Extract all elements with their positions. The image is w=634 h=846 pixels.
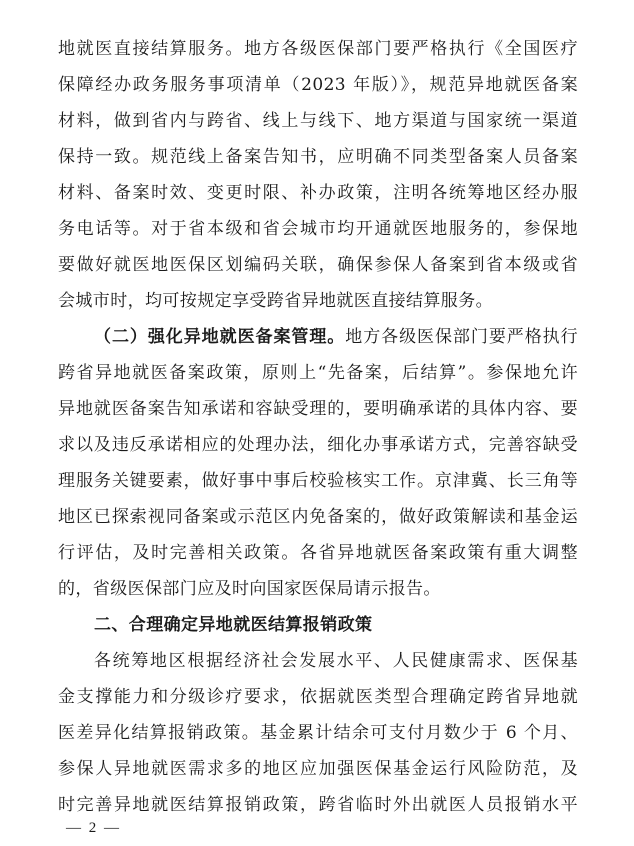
paragraph2-line: 理服务关键要素，做好事中事后校验核实工作。京津冀、长三角等 — [58, 471, 578, 491]
paragraph3-line: 参保人异地就医需求多的地区应加强医保基金运行风险防范，及 — [58, 759, 578, 779]
paragraph1-line: 地就医直接结算服务。地方各级医保部门要严格执行《全国医疗 — [58, 39, 578, 59]
paragraph2-line: 异地就医备案告知承诺和容缺受理的，要明确承诺的具体内容、要 — [58, 399, 578, 419]
paragraph3-line: 金支撑能力和分级诊疗要求，依据就医类型合理确定跨省异地就 — [58, 687, 578, 707]
paragraph1-line: 材料，做到省内与跨省、线上与线下、地方渠道与国家统一渠道 — [58, 111, 578, 131]
paragraph1-line: 会城市时，均可按规定享受跨省异地就医直接结算服务。 — [58, 291, 493, 311]
paragraph3-line: 各统筹地区根据经济社会发展水平、人民健康需求、医保基 — [94, 651, 578, 671]
paragraph2-line: 求以及违反承诺相应的处理办法，细化办事承诺方式，完善容缺受 — [58, 435, 578, 455]
paragraph1-line: 保障经办政务服务事项清单（2023 年版）》，规范异地就医备案 — [58, 75, 578, 95]
section-heading: 二、合理确定异地就医结算报销政策 — [94, 615, 373, 635]
subsection-heading: （二）强化异地就医备案管理。 — [94, 327, 346, 347]
paragraph2-line: 的，省级医保部门应及时向国家医保局请示报告。 — [58, 579, 441, 599]
paragraph2-line: 地区已探索视同备案或示范区内免备案的，做好政策解读和基金运 — [58, 507, 578, 527]
paragraph1-line: 材料、备案时效、变更时限、补办政策，注明各统筹地区经办服 — [58, 183, 578, 203]
paragraph2-first-line — [94, 326, 578, 348]
paragraph1-line: 保持一致。规范线上备案告知书，应明确不同类型备案人员备案 — [58, 147, 578, 167]
paragraph2-line: 跨省异地就医备案政策，原则上“先备案，后结算”。参保地允许 — [58, 363, 578, 383]
paragraph1-line: 务电话等。对于省本级和省会城市均开通就医地服务的，参保地 — [58, 219, 578, 239]
paragraph2-text: 地方各级医保部门要严格执行 — [345, 327, 578, 347]
paragraph3-line: 医差异化结算报销政策。基金累计结余可支付月数少于 6 个月、 — [58, 723, 578, 743]
paragraph2-line: 行评估，及时完善相关政策。各省异地就医备案政策有重大调整 — [58, 543, 578, 563]
paragraph1-line: 要做好就医地医保区划编码关联，确保参保人备案到省本级或省 — [58, 255, 578, 275]
paragraph3-line: 时完善异地就医结算报销政策，跨省临时外出就医人员报销水平 — [58, 795, 578, 815]
page-number: — 2 — — [66, 820, 121, 836]
